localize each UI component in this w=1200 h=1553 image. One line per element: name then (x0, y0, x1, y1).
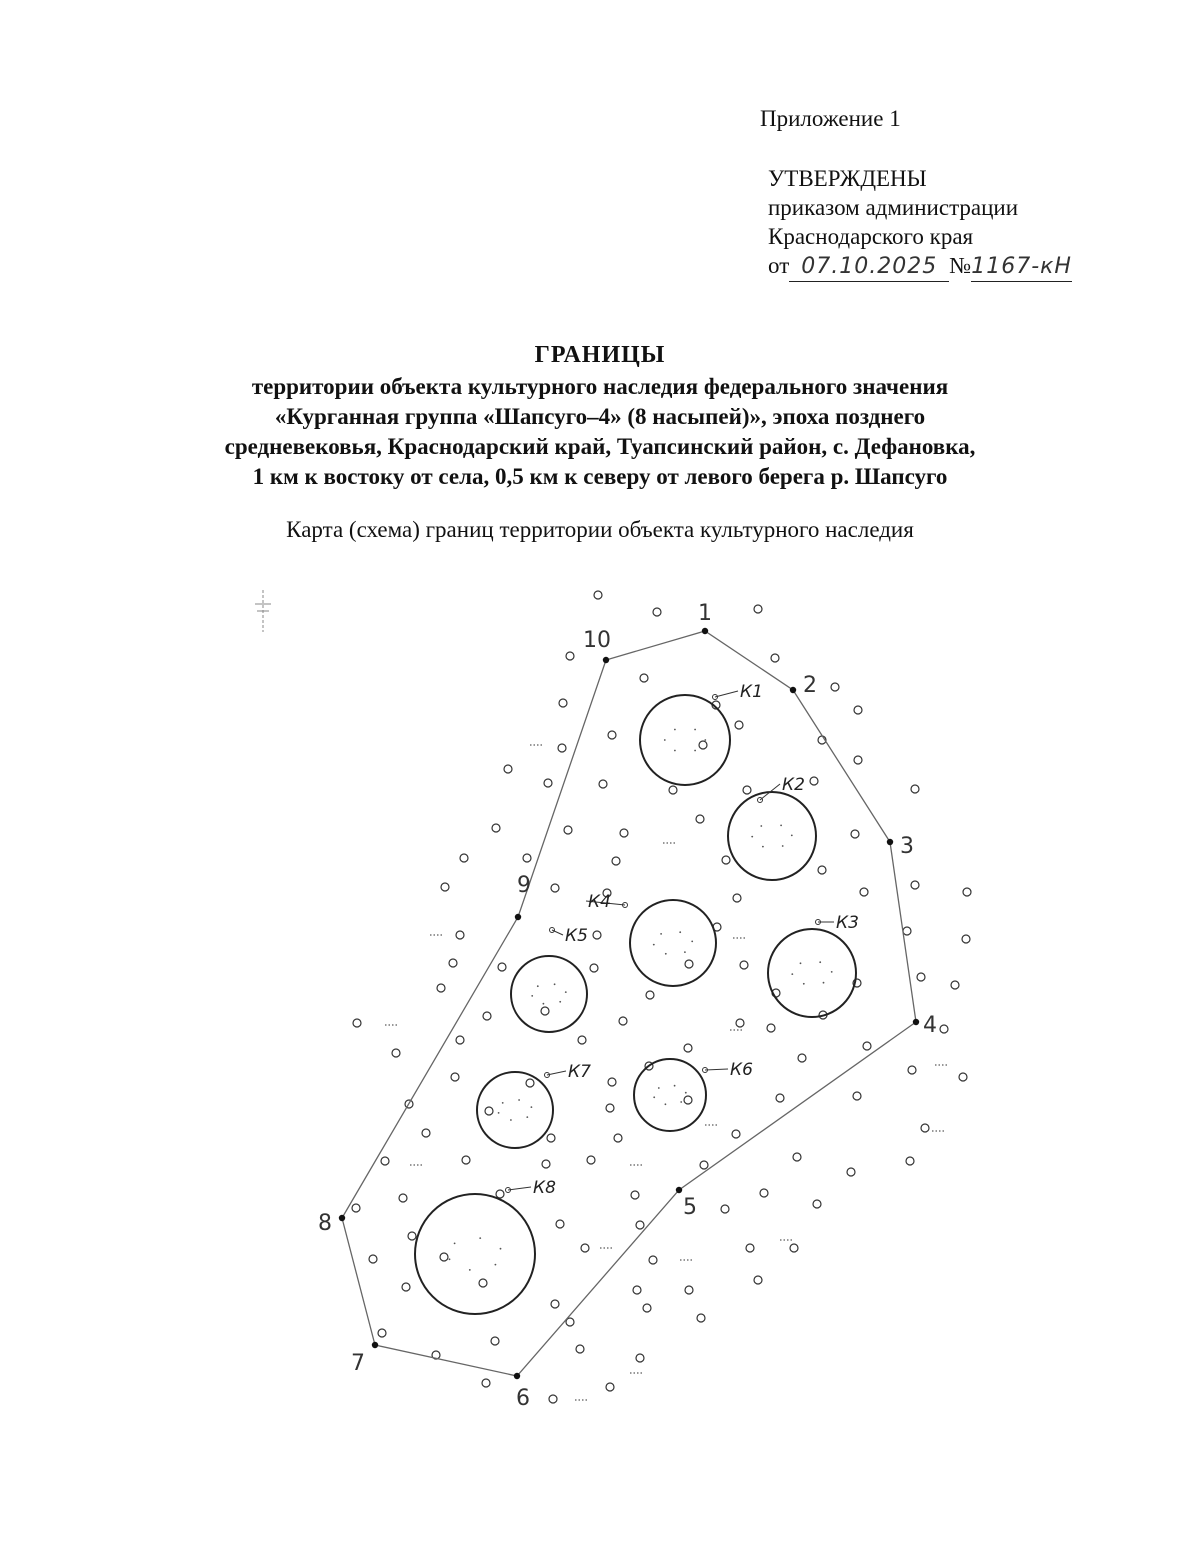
survey-point-marker (643, 1304, 651, 1312)
survey-point-marker (863, 1042, 871, 1050)
title-line-3: средневековья, Краснодарский край, Туапсинский район, с. Дефановка, (224, 434, 976, 459)
elevation-mark (679, 931, 681, 933)
survey-point-marker (760, 1189, 768, 1197)
survey-point-marker (549, 1395, 557, 1403)
elevation-mark (500, 1248, 502, 1250)
mound-label: К6 (730, 1060, 753, 1080)
boundary-vertex (790, 687, 796, 693)
survey-point-marker (640, 674, 648, 682)
survey-point-marker (352, 1204, 360, 1212)
handwritten-date: 07.10.2025 (789, 252, 949, 282)
survey-point-marker (903, 927, 911, 935)
elevation-mark (498, 1112, 500, 1114)
survey-point-marker (740, 961, 748, 969)
survey-point-marker (853, 1092, 861, 1100)
survey-point-marker (733, 894, 741, 902)
elevation-mark (680, 1101, 682, 1103)
survey-point-marker (392, 1049, 400, 1057)
boundary-polygon (342, 631, 916, 1376)
elevation-mark (751, 836, 753, 838)
survey-point-marker (460, 854, 468, 862)
survey-point-marker (614, 1134, 622, 1142)
elevation-mark (674, 750, 676, 752)
order-line-2: Краснодарского края (768, 224, 974, 249)
survey-point-marker (498, 963, 506, 971)
mound-circle (768, 929, 856, 1017)
survey-point-marker (599, 780, 607, 788)
mound-circle (728, 792, 816, 880)
survey-point-marker (649, 1256, 657, 1264)
survey-point-marker (408, 1232, 416, 1240)
elevation-mark (674, 1085, 676, 1087)
boundary-vertex (339, 1215, 345, 1221)
boundary-point-label: 2 (803, 673, 817, 698)
boundary-point-label: 3 (900, 834, 914, 859)
elevation-mark (819, 961, 821, 963)
survey-point-marker (653, 608, 661, 616)
survey-point-marker (437, 984, 445, 992)
mound-leader-line (715, 691, 738, 697)
elevation-mark (526, 1116, 528, 1118)
mound-label: К5 (565, 926, 588, 946)
survey-point-marker (353, 1019, 361, 1027)
title-main: ГРАНИЦЫ (534, 342, 666, 368)
survey-point-marker (504, 765, 512, 773)
mound-circle (415, 1194, 535, 1314)
survey-point-marker (911, 785, 919, 793)
mound-7 (477, 1062, 591, 1148)
elevation-mark (685, 1092, 687, 1094)
survey-point-marker (451, 1073, 459, 1081)
elevation-mark (502, 1102, 504, 1104)
survey-point-marker (456, 1036, 464, 1044)
boundary-vertex (887, 839, 893, 845)
survey-point-marker (551, 1300, 559, 1308)
elevation-mark (800, 962, 802, 964)
survey-point-marker (526, 1079, 534, 1087)
elevation-mark (674, 729, 676, 731)
north-arrow-icon (255, 590, 271, 632)
mound-leader-line (705, 1069, 728, 1070)
mound-circle (630, 900, 716, 986)
survey-point-marker (633, 1286, 641, 1294)
title-line-4: 1 км к востоку от села, 0,5 км к северу от левого берега р. Шапсуго (252, 464, 948, 489)
boundary-vertex (702, 628, 708, 634)
survey-point-marker (441, 883, 449, 891)
survey-point-marker (496, 1190, 504, 1198)
survey-point-marker (854, 706, 862, 714)
mound-label: К1 (740, 682, 763, 702)
survey-point-marker (606, 1104, 614, 1112)
survey-point-marker (606, 1383, 614, 1391)
survey-point-marker (776, 1094, 784, 1102)
elevation-mark (565, 991, 567, 993)
boundary-point-label: 1 (698, 601, 712, 626)
elevation-mark (694, 729, 696, 731)
survey-point-marker (721, 1205, 729, 1213)
boundary-vertex (913, 1019, 919, 1025)
survey-point-marker (684, 1044, 692, 1052)
survey-point-marker (551, 884, 559, 892)
elevation-mark (760, 825, 762, 827)
survey-point-marker (593, 931, 601, 939)
boundary-point-label: 6 (516, 1386, 530, 1411)
boundary-point-label: 8 (318, 1211, 332, 1236)
mound-label: К4 (588, 892, 611, 912)
elevation-mark (531, 1106, 533, 1108)
elevation-mark (791, 973, 793, 975)
survey-point-marker (619, 1017, 627, 1025)
boundary-vertex (372, 1342, 378, 1348)
mound-2 (728, 775, 816, 880)
survey-point-marker (959, 1073, 967, 1081)
mound-5 (511, 926, 588, 1032)
elevation-mark (791, 835, 793, 837)
survey-point-marker (608, 1078, 616, 1086)
survey-point-marker (790, 1244, 798, 1252)
survey-point-marker (746, 1244, 754, 1252)
elevation-mark (803, 983, 805, 985)
survey-point-marker (669, 786, 677, 794)
survey-point-marker (587, 1156, 595, 1164)
survey-point-marker (722, 856, 730, 864)
survey-point-marker (558, 744, 566, 752)
mound-label: К3 (836, 913, 859, 933)
elevation-mark (495, 1264, 497, 1266)
survey-point-marker (566, 652, 574, 660)
elevation-mark (665, 1103, 667, 1105)
survey-point-marker (485, 1107, 493, 1115)
map-subtitle: Карта (схема) границ территории объекта культурного наследия (286, 517, 914, 542)
elevation-mark (537, 985, 539, 987)
survey-point-marker (440, 1253, 448, 1261)
survey-point-marker (767, 1024, 775, 1032)
survey-point-marker (696, 815, 704, 823)
survey-point-marker (736, 1019, 744, 1027)
boundary-point-label: 7 (351, 1351, 365, 1376)
survey-point-marker (962, 935, 970, 943)
survey-point-marker (798, 1054, 806, 1062)
date-prefix: от (768, 253, 790, 278)
survey-point-marker (636, 1354, 644, 1362)
elevation-mark (691, 941, 693, 943)
elevation-mark (782, 845, 784, 847)
elevation-mark (664, 739, 666, 741)
elevation-mark (559, 1001, 561, 1003)
elevation-mark (823, 982, 825, 984)
elevation-mark (780, 825, 782, 827)
mound-label: К8 (533, 1178, 556, 1198)
survey-point-marker (422, 1129, 430, 1137)
mound-label: К7 (568, 1062, 591, 1082)
mound-8 (415, 1178, 556, 1314)
survey-point-marker (399, 1194, 407, 1202)
survey-point-marker (559, 699, 567, 707)
mound-leader-line (508, 1187, 531, 1190)
boundary-vertex (603, 657, 609, 663)
survey-point-marker (771, 654, 779, 662)
title-line-1: территории объекта культурного наследия федерального значения (251, 374, 949, 399)
mounds-layer (415, 682, 859, 1314)
survey-point-marker (831, 683, 839, 691)
mound-1 (640, 682, 763, 785)
survey-point-marker (911, 881, 919, 889)
elevation-mark (510, 1119, 512, 1121)
survey-point-marker (594, 591, 602, 599)
elevation-mark (660, 933, 662, 935)
survey-point-marker (818, 866, 826, 874)
elevation-mark (762, 846, 764, 848)
boundary-point-label: 9 (517, 873, 531, 898)
survey-point-marker (620, 829, 628, 837)
elevation-mark (653, 1096, 655, 1098)
survey-point-marker (906, 1157, 914, 1165)
elevation-mark (831, 971, 833, 973)
survey-point-marker (860, 888, 868, 896)
survey-point-marker (699, 741, 707, 749)
survey-point-marker (576, 1345, 584, 1353)
survey-point-marker (608, 731, 616, 739)
survey-point-marker (646, 991, 654, 999)
survey-point-marker (547, 1134, 555, 1142)
elevation-mark (454, 1243, 456, 1245)
survey-point-marker (940, 1025, 948, 1033)
elevation-mark (554, 983, 556, 985)
elevation-mark (543, 1003, 545, 1005)
appendix-label: Приложение 1 (760, 106, 901, 131)
survey-point-marker (917, 973, 925, 981)
survey-point-marker (685, 960, 693, 968)
survey-point-marker (381, 1157, 389, 1165)
survey-point-marker (482, 1379, 490, 1387)
elevation-mark (694, 750, 696, 752)
survey-point-marker (564, 826, 572, 834)
boundary-vertex (676, 1187, 682, 1193)
approved-heading: УТВЕРЖДЕНЫ (768, 166, 927, 191)
mound-circle (634, 1059, 706, 1131)
survey-point-marker (541, 1007, 549, 1015)
mound-circle (477, 1072, 553, 1148)
survey-point-marker (743, 786, 751, 794)
survey-point-marker (456, 931, 464, 939)
survey-marks (352, 591, 971, 1403)
mound-label: К2 (782, 775, 805, 795)
boundary-point-label: 10 (583, 628, 611, 653)
survey-point-marker (369, 1255, 377, 1263)
survey-point-marker (684, 1096, 692, 1104)
elevation-mark (518, 1099, 520, 1101)
survey-point-marker (754, 1276, 762, 1284)
title-line-2: «Курганная группа «Шапсуго–4» (8 насыпей)», эпоха позднего (274, 404, 926, 429)
elevation-mark (449, 1258, 451, 1260)
survey-point-marker (581, 1244, 589, 1252)
survey-point-marker (492, 824, 500, 832)
survey-point-marker (636, 1221, 644, 1229)
elevation-mark (531, 995, 533, 997)
survey-point-marker (732, 1130, 740, 1138)
survey-point-marker (951, 981, 959, 989)
survey-point-marker (854, 756, 862, 764)
survey-point-marker (735, 721, 743, 729)
survey-point-marker (449, 959, 457, 967)
order-line-1: приказом администрации (768, 195, 1019, 220)
survey-point-marker (851, 830, 859, 838)
number-prefix: № (949, 253, 972, 278)
survey-point-marker (700, 1161, 708, 1169)
elevation-mark (469, 1269, 471, 1271)
elevation-mark (665, 953, 667, 955)
handwritten-number: 1167-кН (971, 252, 1072, 282)
survey-point-marker (754, 605, 762, 613)
survey-point-marker (590, 964, 598, 972)
elevation-mark (653, 944, 655, 946)
elevation-mark (479, 1237, 481, 1239)
boundary-point-label: 5 (683, 1195, 697, 1220)
survey-point-marker (847, 1168, 855, 1176)
survey-point-marker (378, 1329, 386, 1337)
survey-point-marker (813, 1200, 821, 1208)
survey-point-marker (612, 857, 620, 865)
elevation-mark (684, 951, 686, 953)
boundary-vertex (514, 1373, 520, 1379)
survey-point-marker (793, 1153, 801, 1161)
mound-4 (586, 892, 716, 986)
survey-point-marker (479, 1279, 487, 1287)
boundary-point-label: 4 (923, 1013, 937, 1038)
survey-point-marker (556, 1220, 564, 1228)
survey-point-marker (631, 1191, 639, 1199)
survey-point-marker (697, 1314, 705, 1322)
survey-point-marker (908, 1066, 916, 1074)
survey-point-marker (491, 1337, 499, 1345)
survey-point-marker (578, 1036, 586, 1044)
mound-6 (634, 1059, 753, 1131)
survey-point-marker (963, 888, 971, 896)
survey-point-marker (462, 1156, 470, 1164)
boundary-points (318, 601, 937, 1411)
survey-point-marker (523, 854, 531, 862)
mound-circle (640, 695, 730, 785)
elevation-mark (704, 739, 706, 741)
survey-point-marker (544, 779, 552, 787)
elevation-mark (658, 1087, 660, 1089)
survey-point-marker (483, 1012, 491, 1020)
mound-circle (511, 956, 587, 1032)
survey-point-marker (810, 777, 818, 785)
boundary-vertex (515, 914, 521, 920)
survey-point-marker (402, 1283, 410, 1291)
survey-point-marker (921, 1124, 929, 1132)
survey-point-marker (685, 1286, 693, 1294)
mound-3 (768, 913, 859, 1017)
survey-point-marker (542, 1160, 550, 1168)
